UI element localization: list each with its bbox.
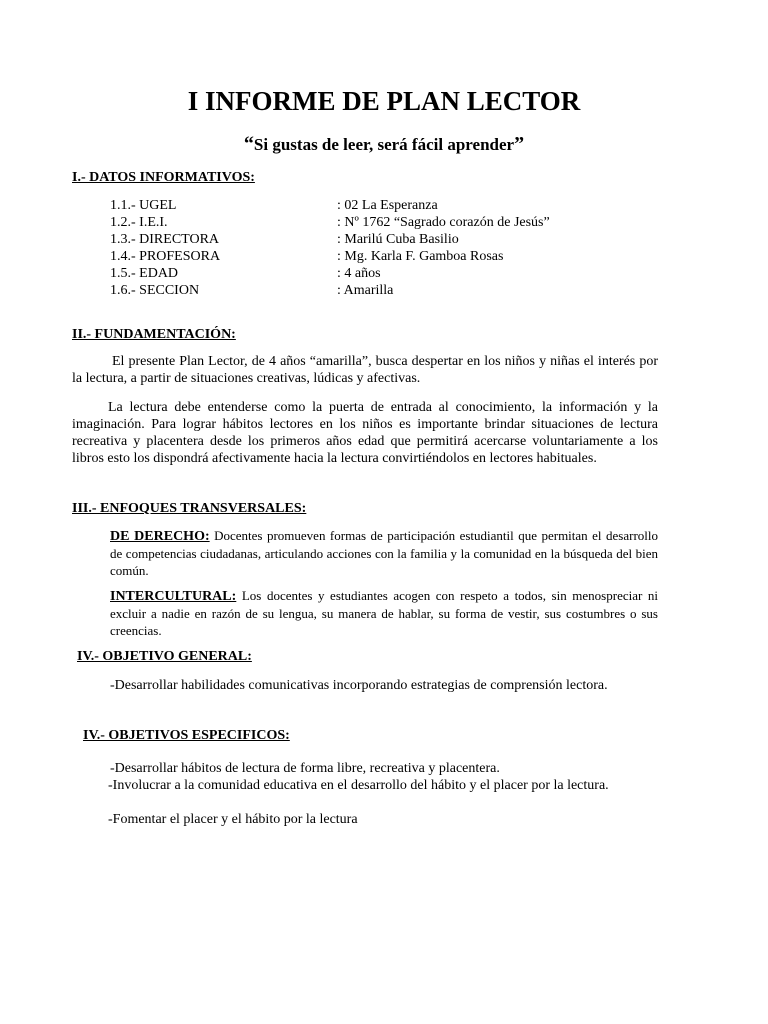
document-title: I INFORME DE PLAN LECTOR <box>187 86 581 116</box>
datos-label: 1.6.- SECCION <box>110 283 200 298</box>
enfoque-item <box>110 527 658 579</box>
fundamentacion-paragraph: El presente Plan Lector, de 4 años “amarilla”, busca despertar en los niños y niñas el interés por la lectura, a partir de situaciones creativas, lúdicas y afectivas. <box>72 354 658 386</box>
objetivo-especifico-item: -Fomentar el placer y el hábito por la lectura <box>108 812 358 827</box>
datos-value: : Nº 1762 “Sagrado corazón de Jesús” <box>337 215 550 230</box>
datos-label: 1.3.- DIRECTORA <box>110 232 220 247</box>
datos-value: : Marilú Cuba Basilio <box>337 232 459 247</box>
subtitle-text: Si gustas de leer, será fácil aprender <box>253 135 515 154</box>
datos-label: 1.5.- EDAD <box>110 266 179 281</box>
section-heading-enfoques: III.- ENFOQUES TRANSVERSALES: <box>72 501 307 516</box>
datos-value: : 4 años <box>337 266 381 281</box>
enfoque-label: INTERCULTURAL: <box>110 589 237 604</box>
objetivo-especifico-item: -Desarrollar hábitos de lectura de forma libre, recreativa y placentera. <box>110 761 500 776</box>
subtitle-open-quote: “ <box>243 133 254 155</box>
datos-label: 1.4.- PROFESORA <box>110 249 221 264</box>
enfoque-text: Docentes promueven formas de participación estudiantil que permitan el desarrollo de competencias ciudadanas, articulando acciones con la familia y la comunidad en la búsqueda del bien común. <box>110 528 658 578</box>
objetivo-general-text: -Desarrollar habilidades comunicativas incorporando estrategias de comprensión lectora. <box>110 678 608 693</box>
document-subtitle <box>0 132 768 157</box>
section-heading-datos: I.- DATOS INFORMATIVOS: <box>72 170 255 185</box>
objetivo-especifico-item: -Involucrar a la comunidad educativa en el desarrollo del hábito y el placer por la lectura. <box>108 778 609 793</box>
section-heading-objetivos-especificos: IV.- OBJETIVOS ESPECIFICOS: <box>83 728 290 743</box>
datos-label: 1.1.- UGEL <box>110 198 177 213</box>
subtitle-close-quote: ” <box>514 133 525 155</box>
datos-label: 1.2.- I.E.I. <box>110 215 168 230</box>
enfoque-item <box>110 587 658 639</box>
datos-value: : Mg. Karla F. Gamboa Rosas <box>337 249 504 264</box>
section-heading-fundamentacion: II.- FUNDAMENTACIÓN: <box>72 327 236 342</box>
datos-value: : Amarilla <box>337 283 394 298</box>
enfoque-text: Los docentes y estudiantes acogen con respeto a todos, sin menospreciar ni excluir a nadie en razón de su lengua, su manera de hablar, su forma de vestir, sus costumbres o sus creencias. <box>110 588 658 638</box>
enfoque-label: DE DERECHO: <box>110 529 210 544</box>
section-heading-objetivo-general: IV.- OBJETIVO GENERAL: <box>77 649 252 664</box>
fundamentacion-paragraph: La lectura debe entenderse como la puerta de entrada al conocimiento, la información y la imaginación. Para lograr hábitos lectores en los niños es importante brindar situaciones de lectura recreativa y placentera desde los primeros años edad que permitirá acercarse voluntariamente a los libros esto los dispondrá afectivamente hacia la lectura convirtiéndolos en lectores habituales. <box>72 400 658 466</box>
datos-value: : 02 La Esperanza <box>337 198 438 213</box>
